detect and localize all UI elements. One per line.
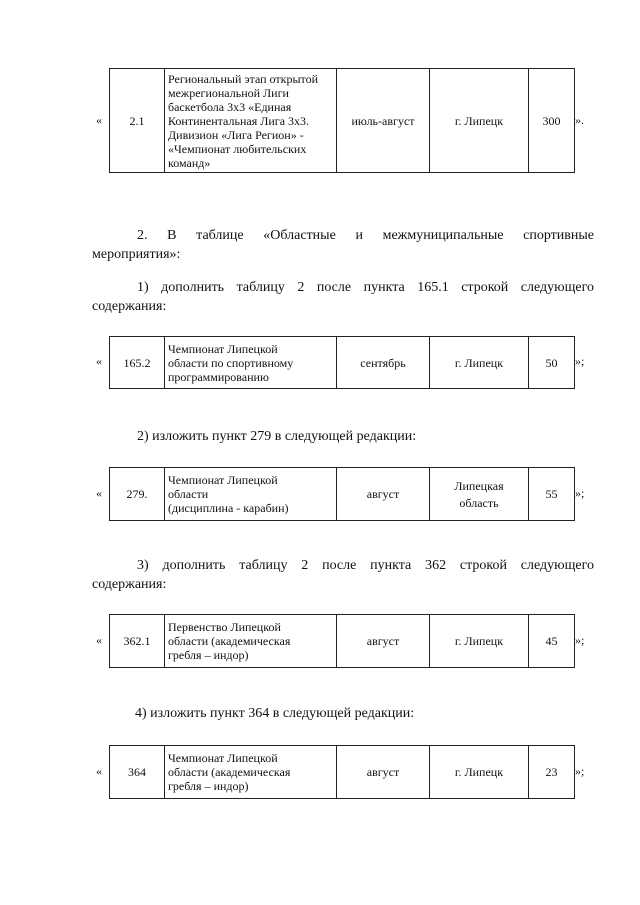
event-place: г. Липецк: [430, 337, 529, 389]
event-table-row: [109, 467, 575, 521]
event-date: август: [337, 746, 430, 799]
item-number: 165.2: [110, 337, 165, 389]
paragraph-3-line2: содержания:: [92, 577, 167, 592]
open-quote: «: [96, 486, 102, 500]
open-quote: «: [96, 113, 102, 127]
event-table-row: [109, 745, 575, 799]
participant-count: 23: [529, 746, 575, 799]
item-number: 362.1: [110, 615, 165, 668]
event-name: Первенство Липецкой области (академическая гребля – индор): [165, 615, 337, 668]
paragraph-1-line2: содержания:: [92, 299, 167, 314]
close-quote: »;: [575, 354, 585, 368]
participant-count: 55: [529, 468, 575, 521]
paragraph-2-line1: 2. В таблице «Областные и межмуниципальные спортивные: [137, 228, 594, 243]
event-table-row: [109, 68, 575, 173]
event-table-row: [109, 336, 575, 389]
item-number: 2.1: [110, 69, 165, 173]
close-quote: »;: [575, 633, 585, 647]
event-date: август: [337, 615, 430, 668]
event-name: Чемпионат Липецкой области (академическая гребля – индор): [165, 746, 337, 799]
participant-count: 50: [529, 337, 575, 389]
item-number: 279.: [110, 468, 165, 521]
participant-count: 300: [529, 69, 575, 173]
event-table-row: [109, 614, 575, 668]
open-quote: «: [96, 354, 102, 368]
event-name: Чемпионат Липецкой области по спортивному программированию: [165, 337, 337, 389]
event-name: Чемпионат Липецкой области (дисциплина - карабин): [165, 468, 337, 521]
paragraph-4: 4) изложить пункт 364 в следующей редакции:: [135, 706, 415, 721]
paragraph-3-line1: 3) дополнить таблицу 2 после пункта 362 строкой следующего: [137, 558, 594, 573]
event-date: август: [337, 468, 430, 521]
paragraph-2-line2: мероприятия»:: [92, 247, 181, 262]
close-quote: ».: [575, 113, 584, 127]
close-quote: »;: [575, 764, 585, 778]
event-name: Региональный этап открытой межрегиональной Лиги баскетбола 3х3 «Единая Континентальная Лига 3х3. Дивизион «Лига Регион» - «Чемпионат любительских команд»: [165, 69, 337, 173]
paragraph-1-line1: 1) дополнить таблицу 2 после пункта 165.1 строкой следующего: [137, 280, 594, 295]
item-number: 364: [110, 746, 165, 799]
close-quote: »;: [575, 486, 585, 500]
event-place: г. Липецк: [430, 746, 529, 799]
event-date: сентябрь: [337, 337, 430, 389]
event-place: Липецкая область: [430, 468, 529, 521]
event-place: г. Липецк: [430, 615, 529, 668]
event-date: июль-август: [337, 69, 430, 173]
event-place: г. Липецк: [430, 69, 529, 173]
open-quote: «: [96, 633, 102, 647]
open-quote: «: [96, 764, 102, 778]
paragraph-2b: 2) изложить пункт 279 в следующей редакции:: [137, 429, 417, 444]
participant-count: 45: [529, 615, 575, 668]
